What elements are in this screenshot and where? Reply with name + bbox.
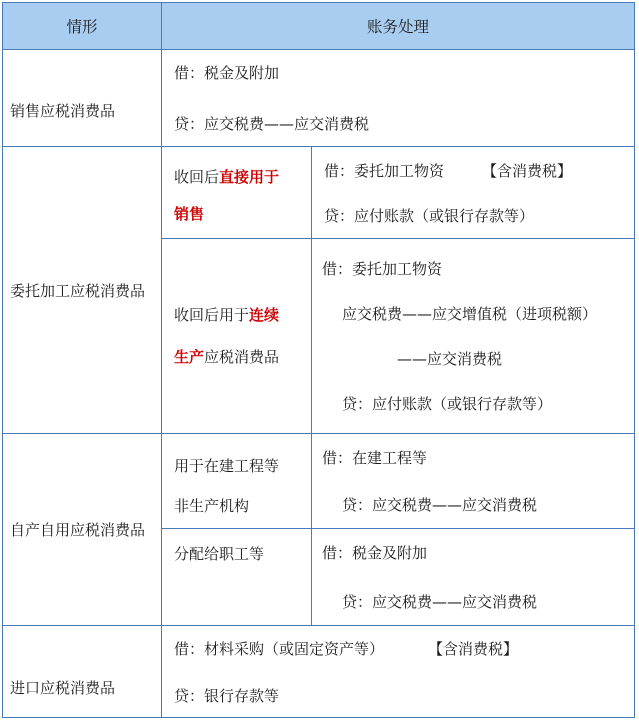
cond-text: 收回后 [174,168,220,186]
tax-tag: 【含消费税】 [428,639,519,658]
cond-text: 用于在建工程等 [174,457,280,475]
entry-credit: 贷：应交税费——应交消费税 [174,115,370,133]
entry-debit: 借：委托加工物资 [322,260,443,278]
entry-debit: 借：税金及附加 [322,544,428,562]
cond-text: 非生产机构 [174,497,250,515]
cond-highlight: 生产 [174,348,205,366]
entry-imports [162,626,635,718]
entry-direct-sale [312,147,635,239]
table-row [3,434,635,529]
entry-credit: 贷：银行存款等 [174,686,280,705]
entry-credit: 贷：应交税费——应交消费税 [342,496,538,514]
condition-construction [162,434,312,529]
entry-staff [312,529,635,626]
situation-sales: 销售应税消费品 [3,50,162,147]
entry-credit: 贷：应付账款（或银行存款等） [342,395,553,413]
entry-construction [312,434,635,529]
header-accounting: 账务处理 [162,3,635,50]
entry-debit: 借：委托加工物资 [324,161,445,180]
condition-continued-production [162,239,312,434]
entry-debit: 借：在建工程等 [322,449,428,467]
entry-credit: 贷：应付账款（或银行存款等） [324,206,535,225]
situation-imports: 进口应税消费品 [3,626,162,718]
condition-direct-sale [162,147,312,239]
table-row [3,50,635,147]
cond-text: 收回后用于 [174,306,250,324]
entry-debit: 借：税金及附加 [174,64,280,82]
header-situation: 情形 [3,3,162,50]
entry-continued-production [312,239,635,434]
table-row [3,147,635,239]
accounting-table [2,2,635,718]
entry-debit: 借：材料采购（或固定资产等） [174,639,385,658]
entry-debit-line [324,160,634,181]
entry-debit-line [174,638,634,659]
table-header-row [3,3,635,50]
entry-debit-consumption: ——应交消费税 [397,350,503,368]
cond-highlight: 直接用于 [219,168,280,186]
situation-outsourced: 委托加工应税消费品 [3,147,162,434]
entry-debit-vat: 应交税费——应交增值税（进项税额） [342,305,598,323]
condition-staff: 分配给职工等 [162,529,312,626]
situation-self-use: 自产自用应税消费品 [3,434,162,626]
entry-credit: 贷：应交税费——应交消费税 [342,593,538,611]
table-row [3,626,635,718]
cond-highlight: 连续 [249,306,280,324]
cond-text: 应税消费品 [204,348,280,366]
entry-sales [162,50,635,147]
tax-tag: 【含消费税】 [482,161,573,180]
cond-highlight: 销售 [174,205,205,223]
